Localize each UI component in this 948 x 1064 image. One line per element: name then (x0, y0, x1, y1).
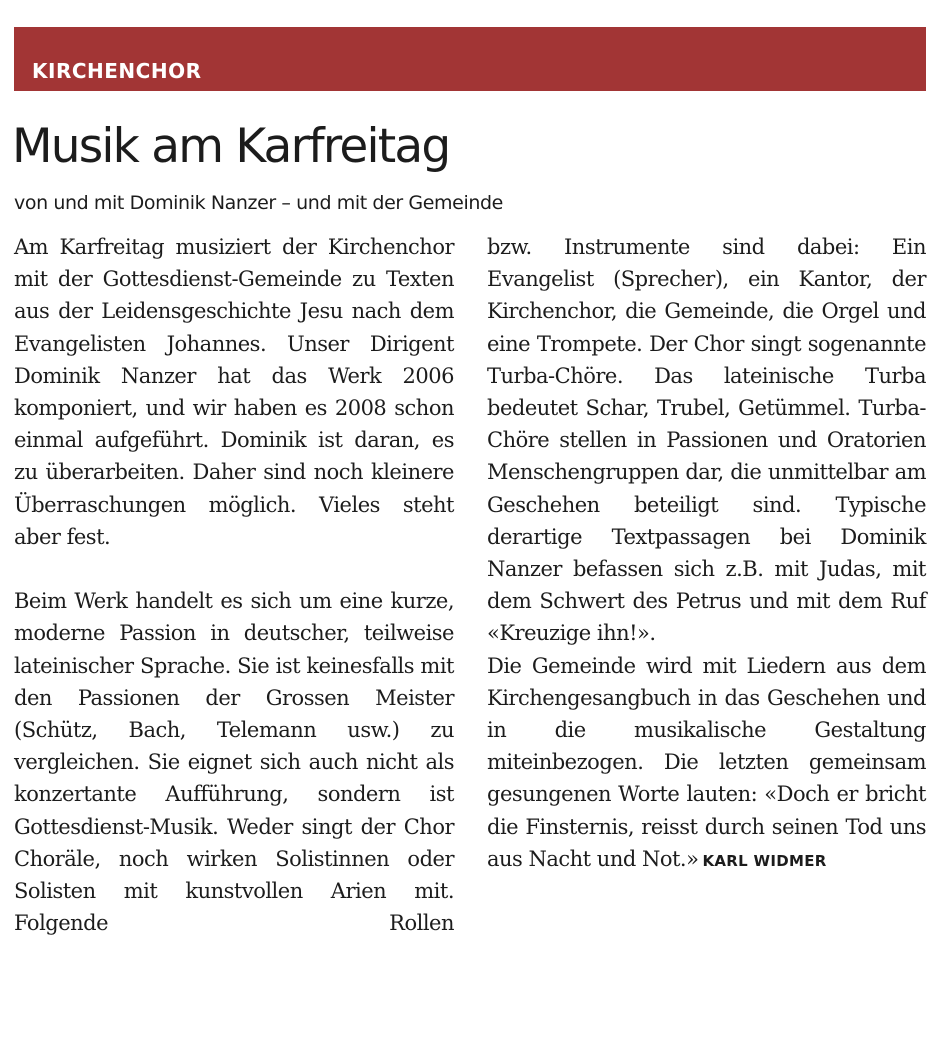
body-paragraph: bzw. Instrumente sind dabei: Ein Evangelist (Sprecher), ein Kantor, der Kirchenchor, die Gemeinde, die Orgel und eine Trompete. Der Chor singt sogenannte Turba-Chöre. Das lateinische Turba bedeutet Schar, Trubel, Getümmel. Turba-Chöre stellen in Passionen und Oratorien Menschengruppen dar, die unmittelbar am Geschehen beteiligt sind. Typische derartige Textpassagen bei Dominik Nanzer befassen sich z.B. mit Judas, mit dem Schwert des Petrus und mit dem Ruf «Kreuzige ihn!». (487, 235, 926, 646)
article-column-right (487, 231, 926, 877)
author-byline: KARL WIDMER (702, 851, 827, 870)
article-title: Musik am Karfreitag (12, 119, 450, 174)
section-banner (14, 27, 926, 91)
article-column-left (14, 231, 454, 939)
section-kicker: KIRCHENCHOR (32, 59, 202, 83)
article-subtitle: von und mit Dominik Nanzer – und mit der Gemeinde (14, 192, 503, 214)
body-paragraph: Die Gemeinde wird mit Liedern aus dem Kirchengesangbuch in das Geschehen und in die musikalische Gestaltung miteinbezogen. Die letzten gemeinsam gesungenen Worte lauten: «Doch er bricht die Finsternis, reisst durch seinen Tod uns aus Nacht und Not.» KARL WIDMER (487, 653, 926, 871)
body-paragraph: Beim Werk handelt es sich um eine kurze, moderne Passion in deutscher, teilweise lateinischer Sprache. Sie ist keinesfalls mit den Passionen der Grossen Meister (Schütz, Bach, Telemann usw.) zu vergleichen. Sie eignet sich auch nicht als konzertante Aufführung, sondern ist Gottesdienst-Musik. Weder singt der Chor Choräle, noch wirken Solistinnen oder Solisten mit kunstvollen Arien mit. Folgende Rollen (14, 589, 454, 936)
body-paragraph: Am Karfreitag musiziert der Kirchenchor mit der Gottesdienst-Gemeinde zu Texten aus der Leidensgeschichte Jesu nach dem Evangelisten Johannes. Unser Dirigent Dominik Nanzer hat das Werk 2006 komponiert, und wir haben es 2008 schon einmal aufgeführt. Dominik ist daran, es zu überarbeiten. Daher sind noch kleinere Überraschungen möglich. Vieles steht aber fest. (14, 235, 454, 549)
